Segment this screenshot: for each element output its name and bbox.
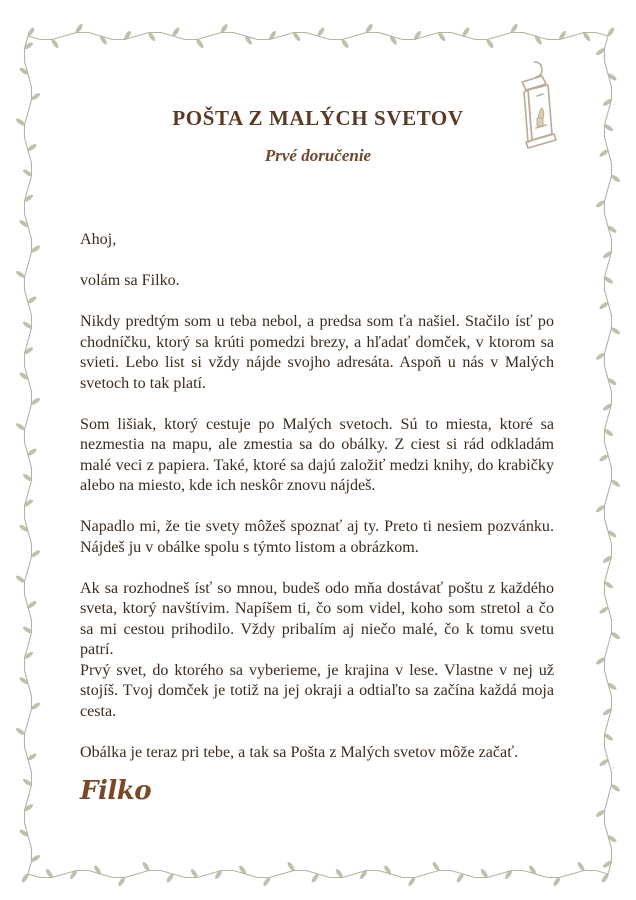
letter-paragraph-5: Prvý svet, do ktorého sa vyberieme, je krajina v lese. Vlastne v nej už stojíš. Tvoj domček je totiž na jej okraji a odtiaľto sa začína každá moja cesta. (80, 661, 554, 720)
letter-intro: volám sa Filko. (80, 272, 180, 289)
letter-body (80, 230, 554, 763)
page-title: POŠTA Z MALÝCH SVETOV (172, 106, 464, 130)
letter-paragraph-1: Nikdy predtým som u teba nebol, a predsa som ťa našiel. Stačilo ísť po chodníčku, ktorý sa krúti pomedzi brezy, a hľadať domček, v ktorom sa svieti. Lebo list si vždy nájde svojho adresáta. Aspoň u nás v Malých svetoch to tak platí. (80, 313, 554, 392)
letter-paragraph-4: Ak sa rozhodneš ísť so mnou, budeš odo mňa dostávať poštu z každého sveta, ktorý navštívim. Napíšem ti, čo som videl, koho som stretol a čo sa mi cestou prihodilo. Vždy pribalím aj niečo malé, čo k tomu svetu patrí. (80, 579, 554, 658)
letter-greeting: Ahoj, (80, 231, 117, 248)
signature: Filko (80, 776, 152, 806)
letter-paragraph-6: Obálka je teraz pri tebe, a tak sa Pošta z Malých svetov môže začať. (80, 743, 519, 761)
letter-paragraph-3: Napadlo mi, že tie svety môžeš spoznať aj ty. Preto ti nesiem pozvánku. Nájdeš ju v obálke spolu s týmto listom a obrázkom. (80, 518, 554, 556)
page-subtitle: Prvé doručenie (264, 146, 372, 165)
letter-paragraph-2: Som lišiak, ktorý cestuje po Malých svetoch. Sú to miesta, ktoré sa nezmestia na mapu, ale zmestia sa do obálky. Z ciest si rád odkladám malé veci z papiera. Také, ktoré sa dajú založiť medzi knihy, do krabičky alebo na miesto, kde ich neskôr znovu nájdeš. (80, 415, 554, 494)
